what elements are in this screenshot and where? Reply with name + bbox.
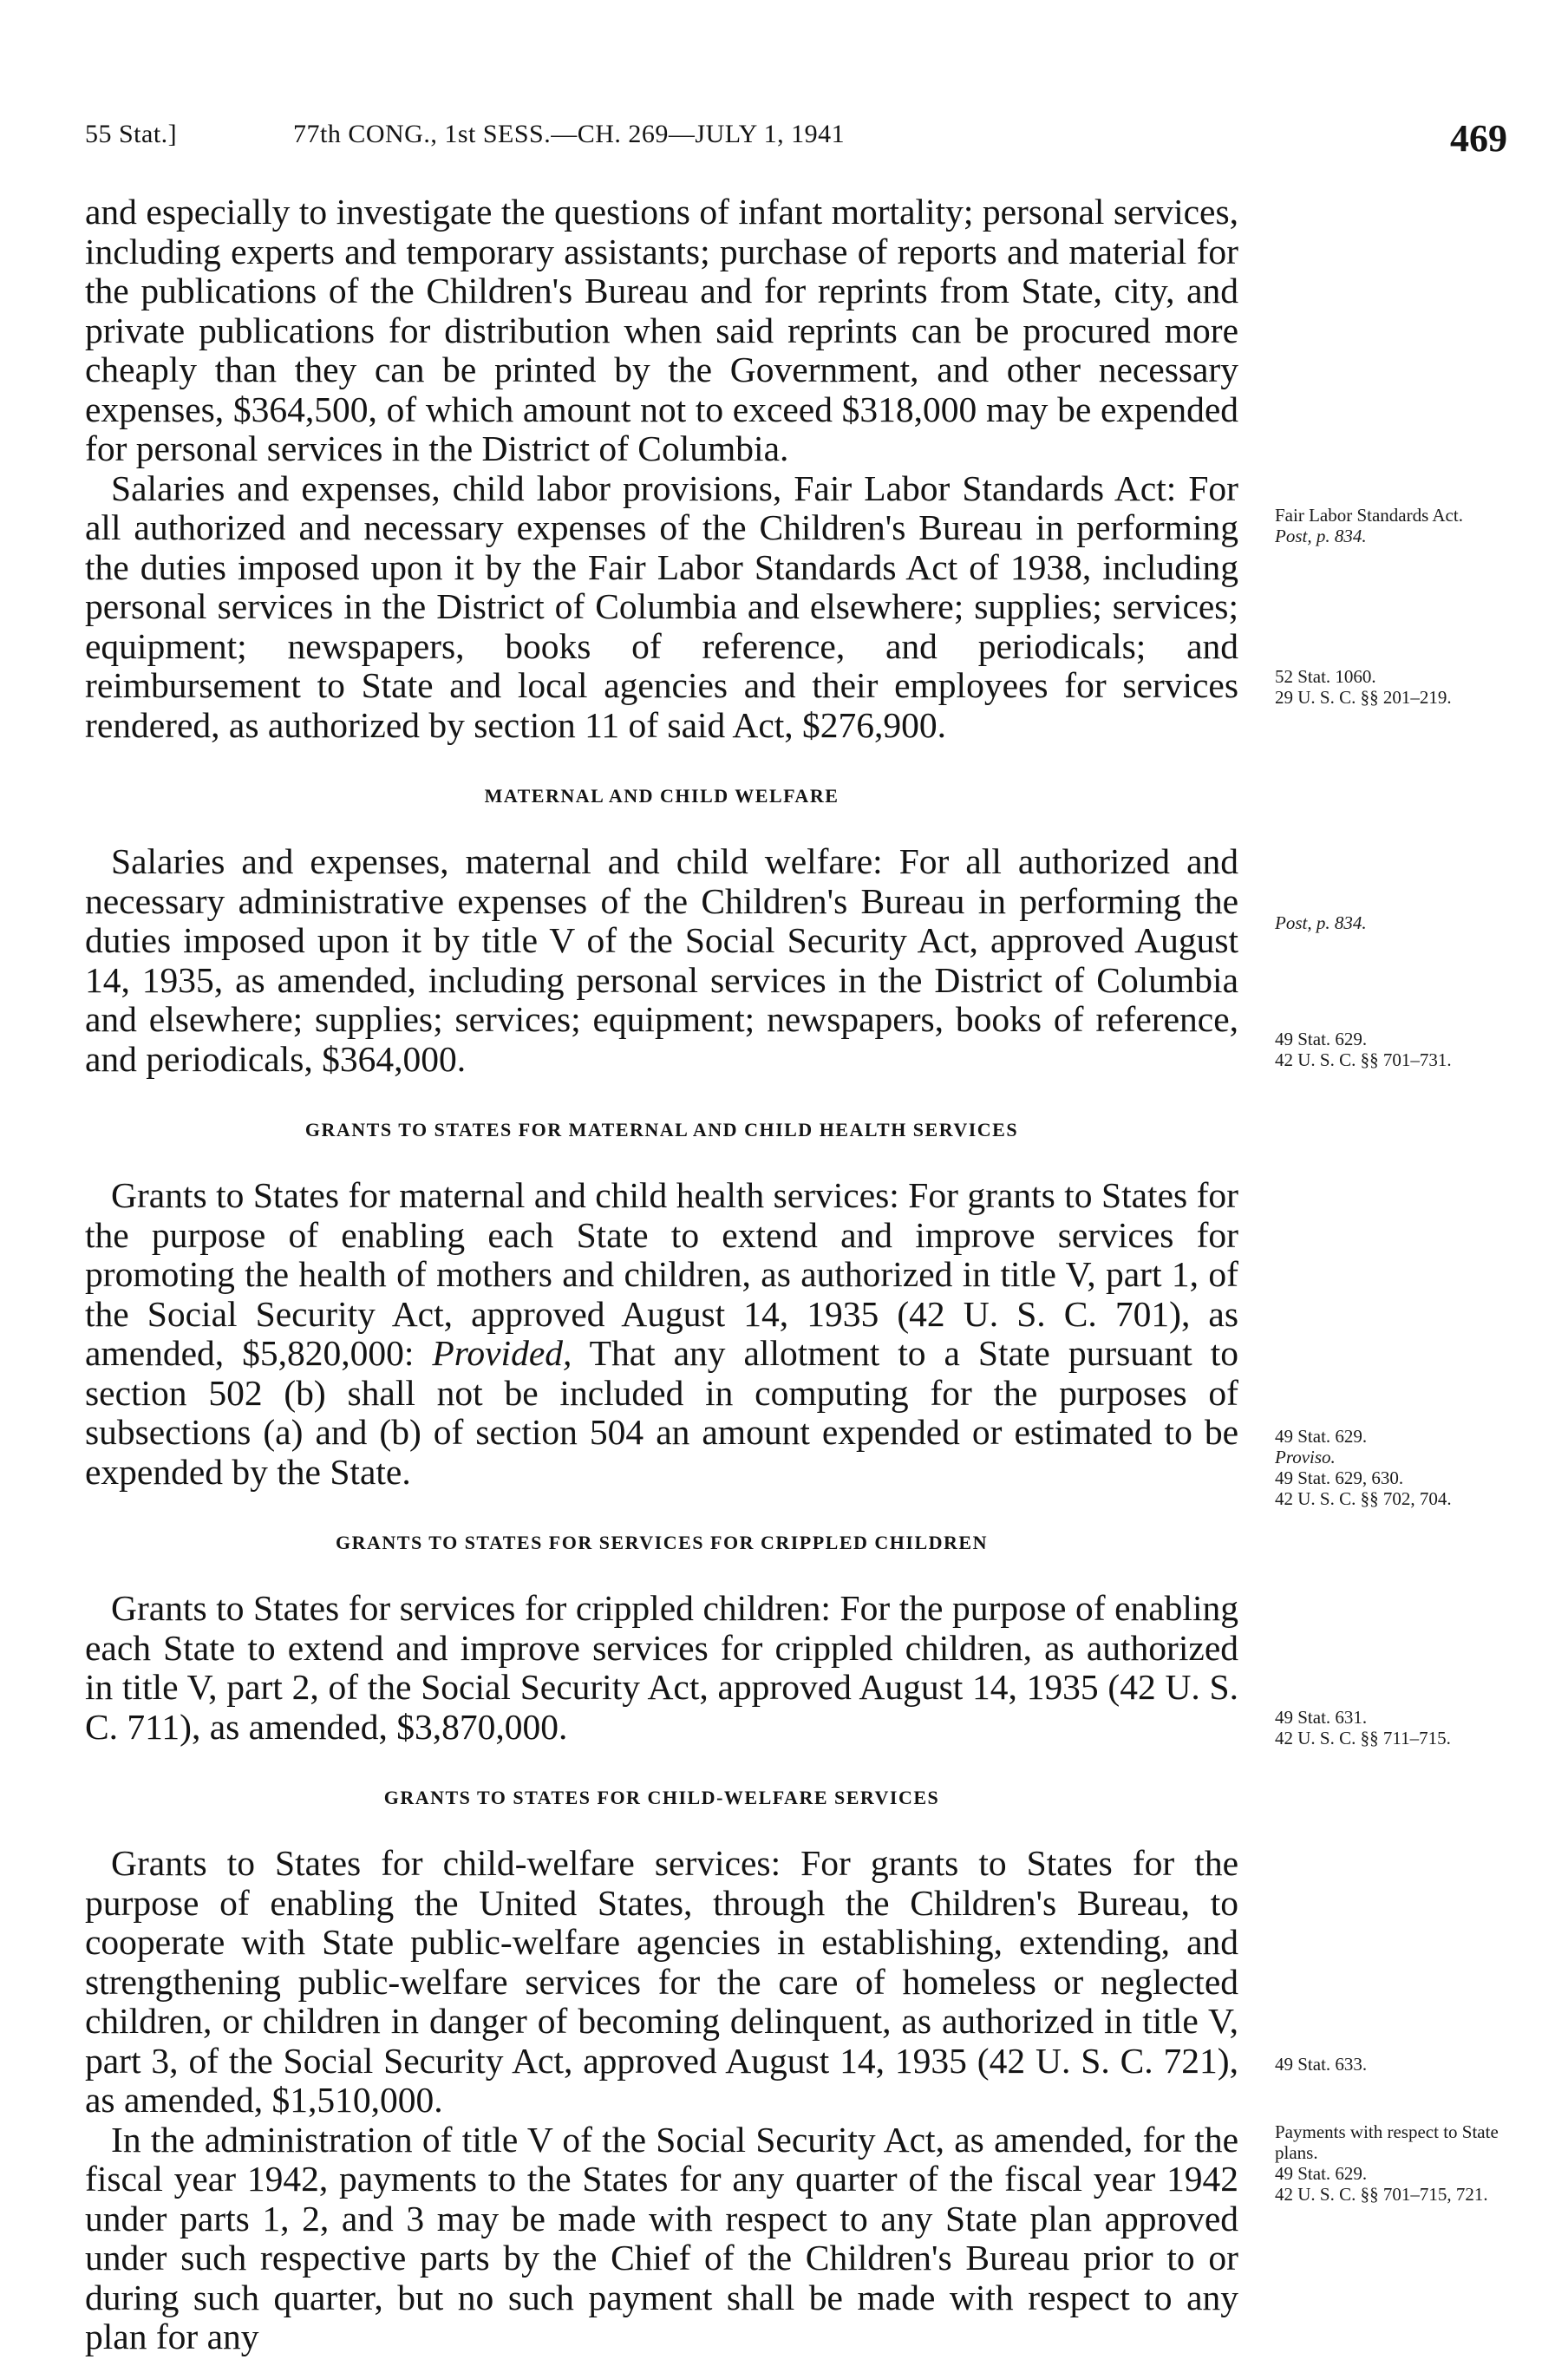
margin-note (1275, 2054, 1535, 2075)
main-text-column (85, 193, 1238, 2357)
margin-note-italic: Proviso. (1275, 1447, 1336, 1467)
margin-note (1275, 505, 1535, 546)
margin-note-text: 29 U. S. C. §§ 201–219. (1275, 687, 1452, 708)
page-number: 469 (1450, 117, 1507, 160)
margin-note-text (1275, 912, 1535, 933)
margin-note-text: 49 Stat. 633. (1275, 2054, 1368, 2075)
paragraph-child-welfare-services: Grants to States for child-welfare services: For grants to States for the purpose of enabling the United States, through the Children's Bureau, to cooperate with State public-welfare agencies in establishing, extending, and strengthening public-welfare services for the care of homeless or neglected children, or children in danger of becoming delinquent, as authorized in title V, part 3, of the Social Security Act, approved August 14, 1935 (42 U. S. C. 721), as amended, $1,510,000. (85, 1843, 1238, 2120)
text-span: That any allotment to a State pursuant to section 502 (b) shall not be included in computing for the purposes of subsections (a) and (b) of section 504 an amount expended or estimated to be expended by the State. (85, 1333, 1239, 1492)
margin-note (1275, 666, 1535, 708)
margin-note-text: 42 U. S. C. §§ 701–715, 721. (1275, 2184, 1488, 2205)
header-session-chapter-date: 77th CONG., 1st SESS.—CH. 269—JULY 1, 1941 (293, 120, 846, 148)
section-heading-child-welfare-services: GRANTS TO STATES FOR CHILD-WELFARE SERVICES (383, 1787, 940, 1808)
text-span: Grants to States for maternal and child health services: For grants to States for the purpose of enabling each State to extend and improve services for promoting the health of mothers and children, as authorized in title V, part 1, of the Social Security Act, approved August 14, 1935 (42 U. S. C. 701), as amended, $5,820,000: (85, 1175, 1238, 1373)
margin-note-text: Fair Labor Standards Act. (1275, 505, 1463, 526)
paragraph-administration-title-v: In the administration of title V of the Social Security Act, as amended, for the fiscal year 1942, payments to the States for any quarter of the fiscal year 1942 under parts 1, 2, and 3 may be made with respect to any State plan approved under such respective parts by the Chief of the Children's Bureau prior to or during such quarter, but no such payment shall be made with respect to any plan for any (85, 2119, 1238, 2356)
paragraph-child-labor: Salaries and expenses, child labor provisions, Fair Labor Standards Act: For all authorized and necessary expenses of the Children's Bureau in performing the duties imposed upon it by the Fair Labor Standards Act of 1938, including personal services in the District of Columbia and elsewhere; supplies; services; equipment; newspapers, books of reference, and periodicals; and reimbursement to State and local agencies and their employees for services rendered, as authorized by section 11 of said Act, $276,900. (85, 467, 1238, 745)
margin-note (1275, 912, 1535, 933)
margin-note-text: 49 Stat. 629, 630. (1275, 1467, 1404, 1488)
section-heading-maternal-child-welfare: MATERNAL AND CHILD WELFARE (484, 785, 840, 807)
proviso-word: Provided, (432, 1333, 572, 1373)
margin-note-text: 49 Stat. 629. (1275, 1426, 1368, 1447)
margin-note-text (1275, 1447, 1535, 1467)
paragraph-infant-mortality: and especially to investigate the questions of infant mortality; personal services, including experts and temporary assistants; purchase of reports and material for the publications of the Children's Bureau and for reprints from State, city, and private publications for distribution when said reprints can be procured more cheaply than they can be printed by the Government, and other necessary expenses, $364,500, of which amount not to exceed $318,000 may be expended for personal services in the District of Columbia. (85, 192, 1238, 468)
margin-note-text: 42 U. S. C. §§ 701–731. (1275, 1049, 1452, 1070)
margin-note-text: 49 Stat. 631. (1275, 1707, 1368, 1728)
margin-note-italic: Post, p. 834. (1275, 912, 1367, 933)
margin-note (1275, 1029, 1535, 1070)
section-heading-crippled-children: GRANTS TO STATES FOR SERVICES FOR CRIPPLED CHILDREN (336, 1532, 988, 1553)
margin-note (1275, 1426, 1535, 1509)
paragraph-maternal-child-welfare: Salaries and expenses, maternal and child welfare: For all authorized and necessary administrative expenses of the Children's Bureau in performing the duties imposed upon it by title V of the Social Security Act, approved August 14, 1935, as amended, including personal services in the District of Columbia and elsewhere; supplies; services; equipment; newspapers, books of reference, and periodicals, $364,000. (85, 841, 1238, 1079)
margin-note-text: Payments with respect to State plans. (1275, 2121, 1499, 2163)
margin-note-text (1275, 526, 1535, 546)
section-heading-maternal-child-health: GRANTS TO STATES FOR MATERNAL AND CHILD HEALTH SERVICES (304, 1119, 1019, 1140)
margin-note (1275, 1707, 1535, 1748)
margin-note-italic: Post, p. 834. (1275, 526, 1367, 546)
margin-note-text: 42 U. S. C. §§ 711–715. (1275, 1728, 1451, 1748)
margin-note-text: 42 U. S. C. §§ 702, 704. (1275, 1488, 1452, 1509)
running-header (85, 117, 1507, 172)
paragraph-maternal-child-health (85, 1176, 1238, 1492)
margin-note-text: 49 Stat. 629. (1275, 2163, 1368, 2184)
margin-note-text: 49 Stat. 629. (1275, 1029, 1368, 1049)
margin-note (1275, 2121, 1535, 2205)
margin-note-text: 52 Stat. 1060. (1275, 666, 1376, 687)
header-statute-ref: 55 Stat.] (85, 120, 178, 148)
paragraph-crippled-children: Grants to States for services for crippled children: For the purpose of enabling each State to extend and improve services for crippled children, as authorized in title V, part 2, of the Social Security Act, approved August 14, 1935 (42 U. S. C. 711), as amended, $3,870,000. (85, 1588, 1238, 1747)
